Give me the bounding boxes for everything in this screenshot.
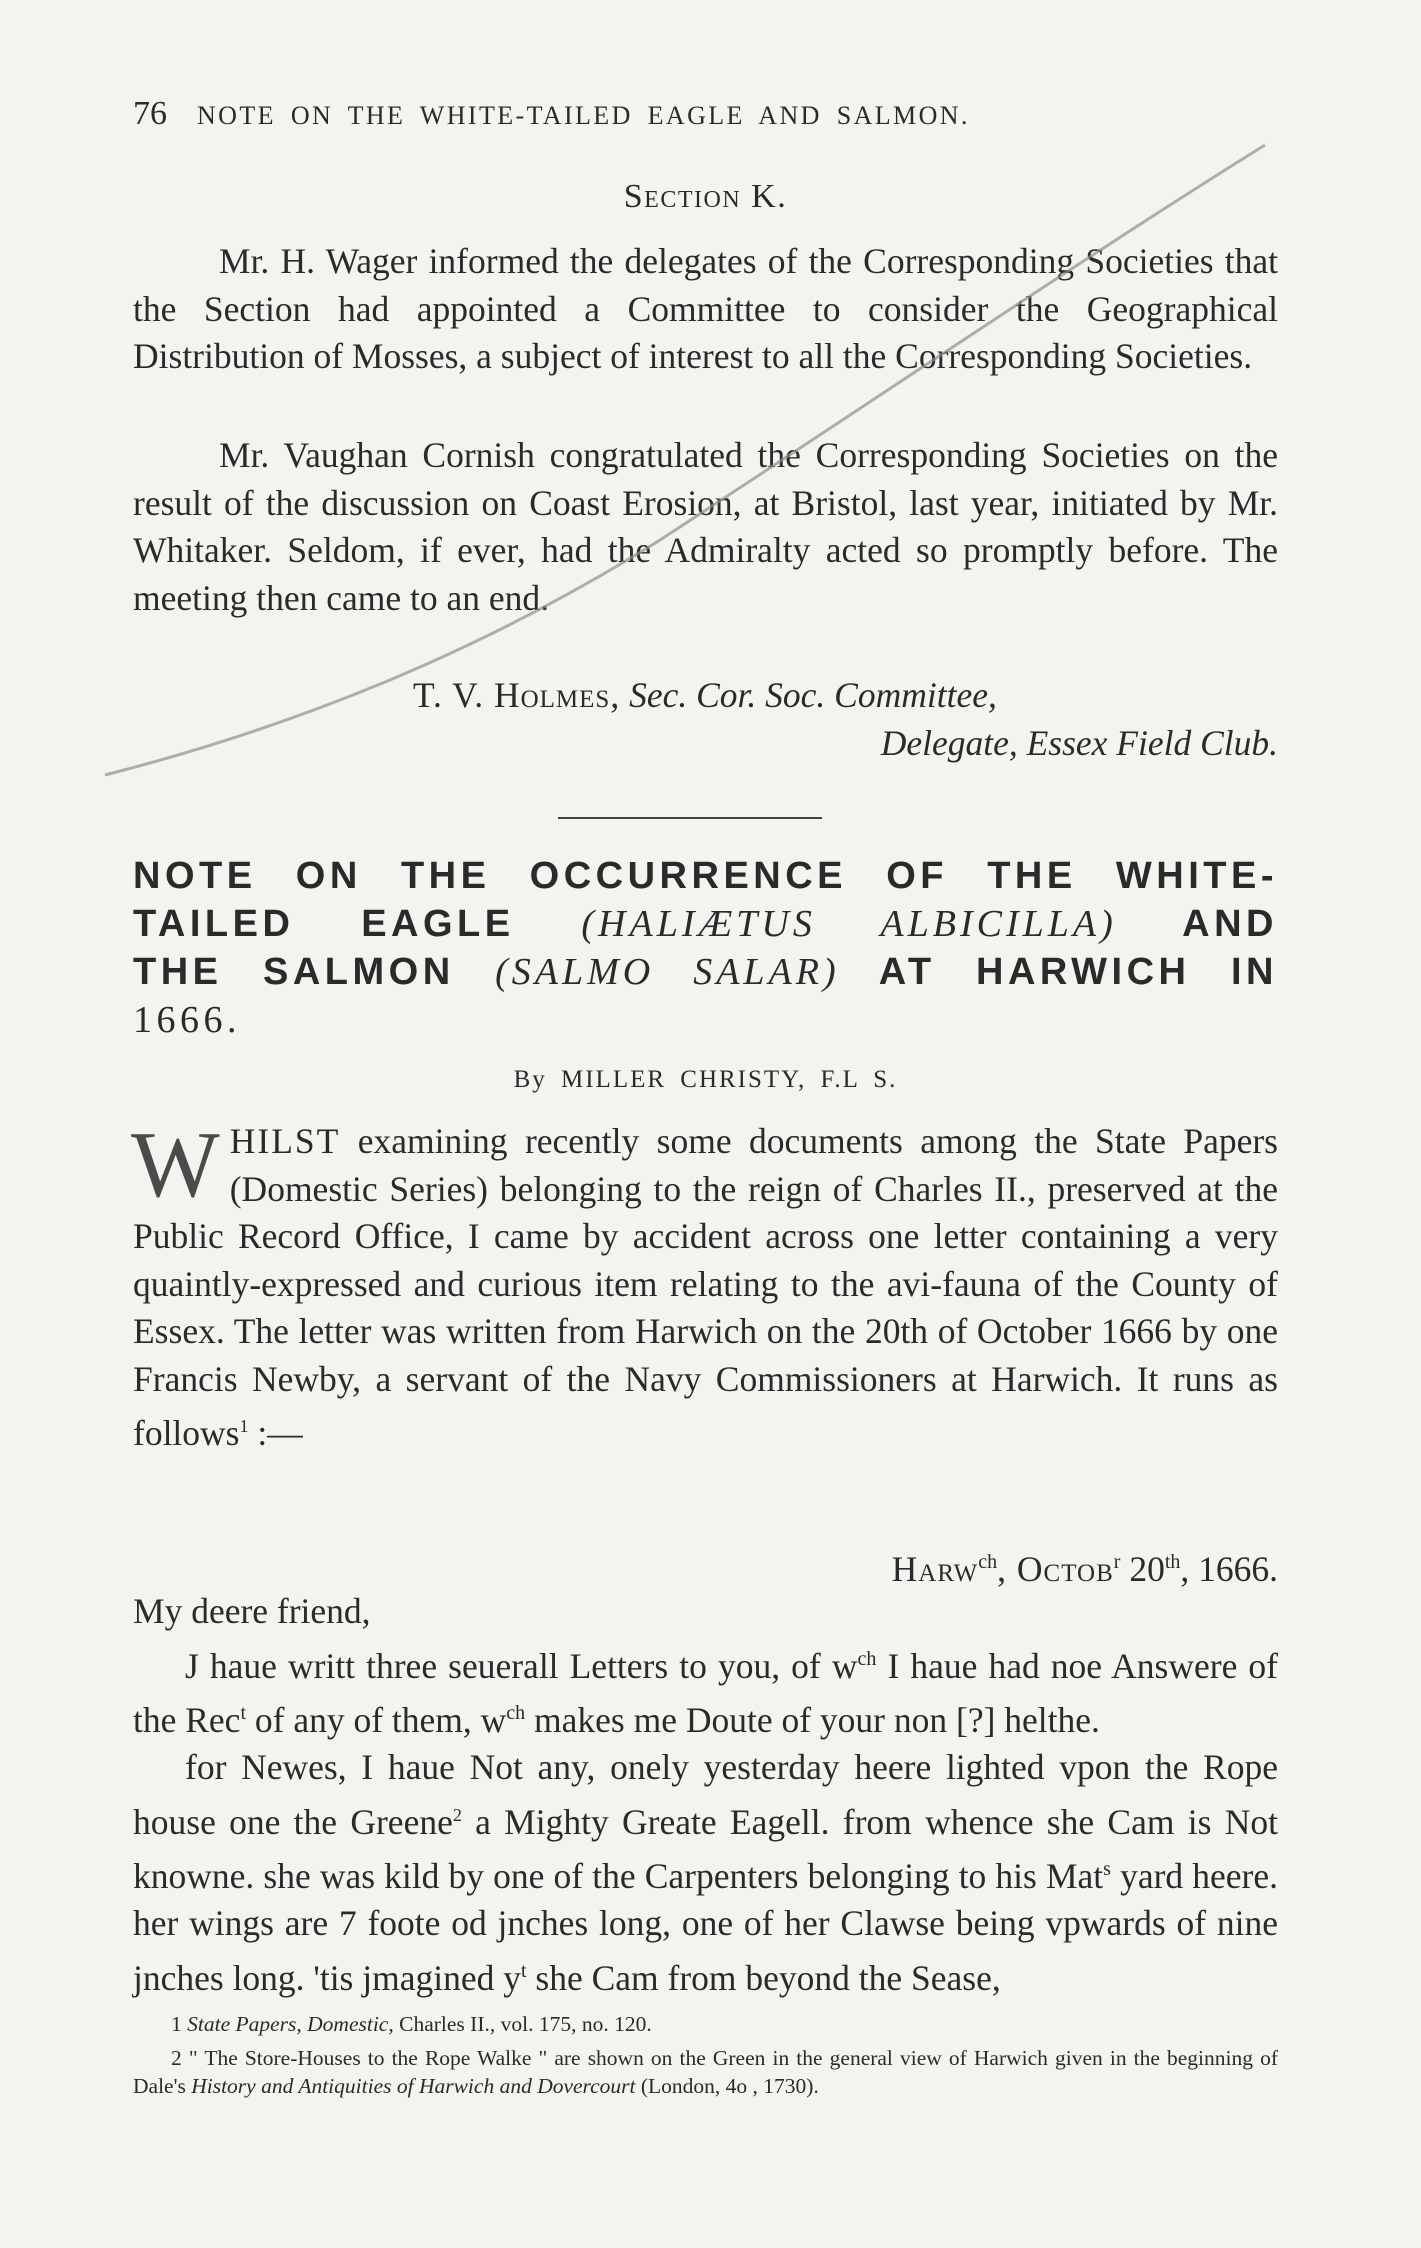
footnote-1-rest: Charles II., vol. 175, no. 120. (393, 2012, 652, 2036)
article-body (131, 1113, 1278, 1457)
article-title (133, 852, 1278, 1044)
body-end: :— (248, 1412, 303, 1453)
byline: By MILLER CHRISTY, F.L S. (513, 1066, 898, 1093)
letter-p1-sup3: ch (506, 1701, 526, 1724)
running-head (133, 95, 1278, 133)
footnote-2-number: 2 (171, 2046, 182, 2070)
letter-month: , Octob (997, 1549, 1114, 1589)
signature-name: T. V. Holmes, (413, 675, 621, 715)
divider-rule (558, 817, 822, 819)
footnote-1-source: State Papers, Domestic, (187, 2012, 394, 2036)
title-part-3: AT HARWICH IN (839, 951, 1278, 993)
drop-cap: W (131, 1113, 220, 1217)
letter-p2-sup: s (1103, 1857, 1111, 1880)
title-species-salmon: (SALMO SALAR) (495, 951, 840, 993)
letter-paragraph-2 (133, 1744, 1278, 2002)
footnote-2-b: (London, 4o , 1730). (635, 2074, 819, 2098)
footnote-2 (133, 2044, 1278, 2100)
signature-role: Sec. Cor. Soc. Committee, (629, 675, 997, 715)
letter-p1-b: I haue had noe Answere of the Rec (133, 1645, 1278, 1740)
letter-p2-d: she Cam from beyond the Sease, (526, 1957, 1001, 1998)
letter-p2-c: yard heere. her wings are 7 foote od jnches long, one of her Clawse being vpwards of nine jnches long. 'tis jmagined y (133, 1855, 1279, 1998)
letter-paragraph-1 (133, 1636, 1278, 1745)
letter-day: 20 (1120, 1549, 1165, 1589)
letter-day-sup: th (1164, 1551, 1181, 1574)
footnote-1-number: 1 (171, 2012, 182, 2036)
section-paragraph-1: Mr. H. Wager informed the delegates of the Corresponding Societies that the Section had appointed a Committee to consider the Geographical Distribution of Mosses, a subject of interest to all the Corresponding Societies. (133, 241, 1278, 376)
letter-p1-sup2: t (240, 1701, 246, 1724)
letter-dateline (133, 1548, 1298, 1590)
footnote-2-a: " The Store-Houses to the Rope Walke " are shown on the Green in the general view of Harwich given in the beginning of Dale's (133, 2046, 1279, 2098)
footnote-2-book: History and Antiquities of Harwich and Dovercourt (191, 2074, 636, 2098)
letter-p2-a: for Newes, I haue Not any, onely yesterday heere lighted vpon the Rope house one the Greene (133, 1747, 1278, 1842)
lead-word: HILST (229, 1121, 341, 1161)
section-heading: Section K. (623, 178, 788, 215)
footnote-1 (133, 2010, 1278, 2038)
section-paragraph-2: Mr. Vaughan Cornish congratulated the Corresponding Societies on the result of the discussion on Coast Erosion, at Bristol, last year, initiated by Mr. Whitaker. Seldom, if ever, had the Admiralty acted so promptly before. The meeting then came to an end. (133, 435, 1278, 618)
letter-salutation: My deere friend, (133, 1591, 371, 1631)
letter-p1-a: J haue writt three seuerall Letters to you, of w (185, 1645, 858, 1686)
letter-p2-sup2: t (520, 1959, 527, 1982)
letter-place: Harw (891, 1549, 979, 1589)
signature-delegate: Delegate, Essex Field Club. (880, 723, 1278, 763)
running-title: NOTE ON THE WHITE-TAILED EAGLE AND SALMON. (197, 101, 970, 130)
letter-year: , 1666. (1180, 1549, 1278, 1589)
letter-p1-d: makes me Doute of your non [?] helthe. (525, 1699, 1100, 1740)
letter-p1-c: of any of them, w (246, 1699, 507, 1740)
footnote-ref-1: 1 (239, 1416, 249, 1436)
body-text: examining recently some documents among the State Papers (Domestic Series) belonging to the reign of Charles II., preserved at the Public Record Office, I came by accident across one letter containing a very quaintly-expressed and curious item relating to the avi-fauna of the County of Essex. The letter was written from Harwich on the 20th of October 1666 by one Francis Newby, a servant of the Navy Commissioners at Harwich. It runs as follows (133, 1121, 1278, 1453)
footnote-ref-2: 2 (452, 1804, 462, 1825)
title-part-1: NOTE ON THE OCCURRENCE OF THE WHITE-TAILED EAGLE (133, 855, 1278, 945)
letter-place-sup: ch (978, 1551, 998, 1574)
letter-month-sup: r (1113, 1551, 1121, 1574)
letter-body (133, 1588, 1278, 2002)
letter-p1-sup1: ch (857, 1647, 877, 1670)
title-year: 1666. (133, 999, 241, 1041)
letter-p2-b: a Mighty Greate Eagell. from whence she Cam is Not knowne. she was kild by one of the Carpenters belonging to his Mat (133, 1801, 1278, 1896)
page-number: 76 (133, 95, 167, 132)
signature-line (413, 674, 1278, 716)
title-species-eagle: (HALIÆTUS ALBICILLA) (581, 903, 1117, 945)
title-part-2: AND THE SALMON (133, 903, 1278, 993)
